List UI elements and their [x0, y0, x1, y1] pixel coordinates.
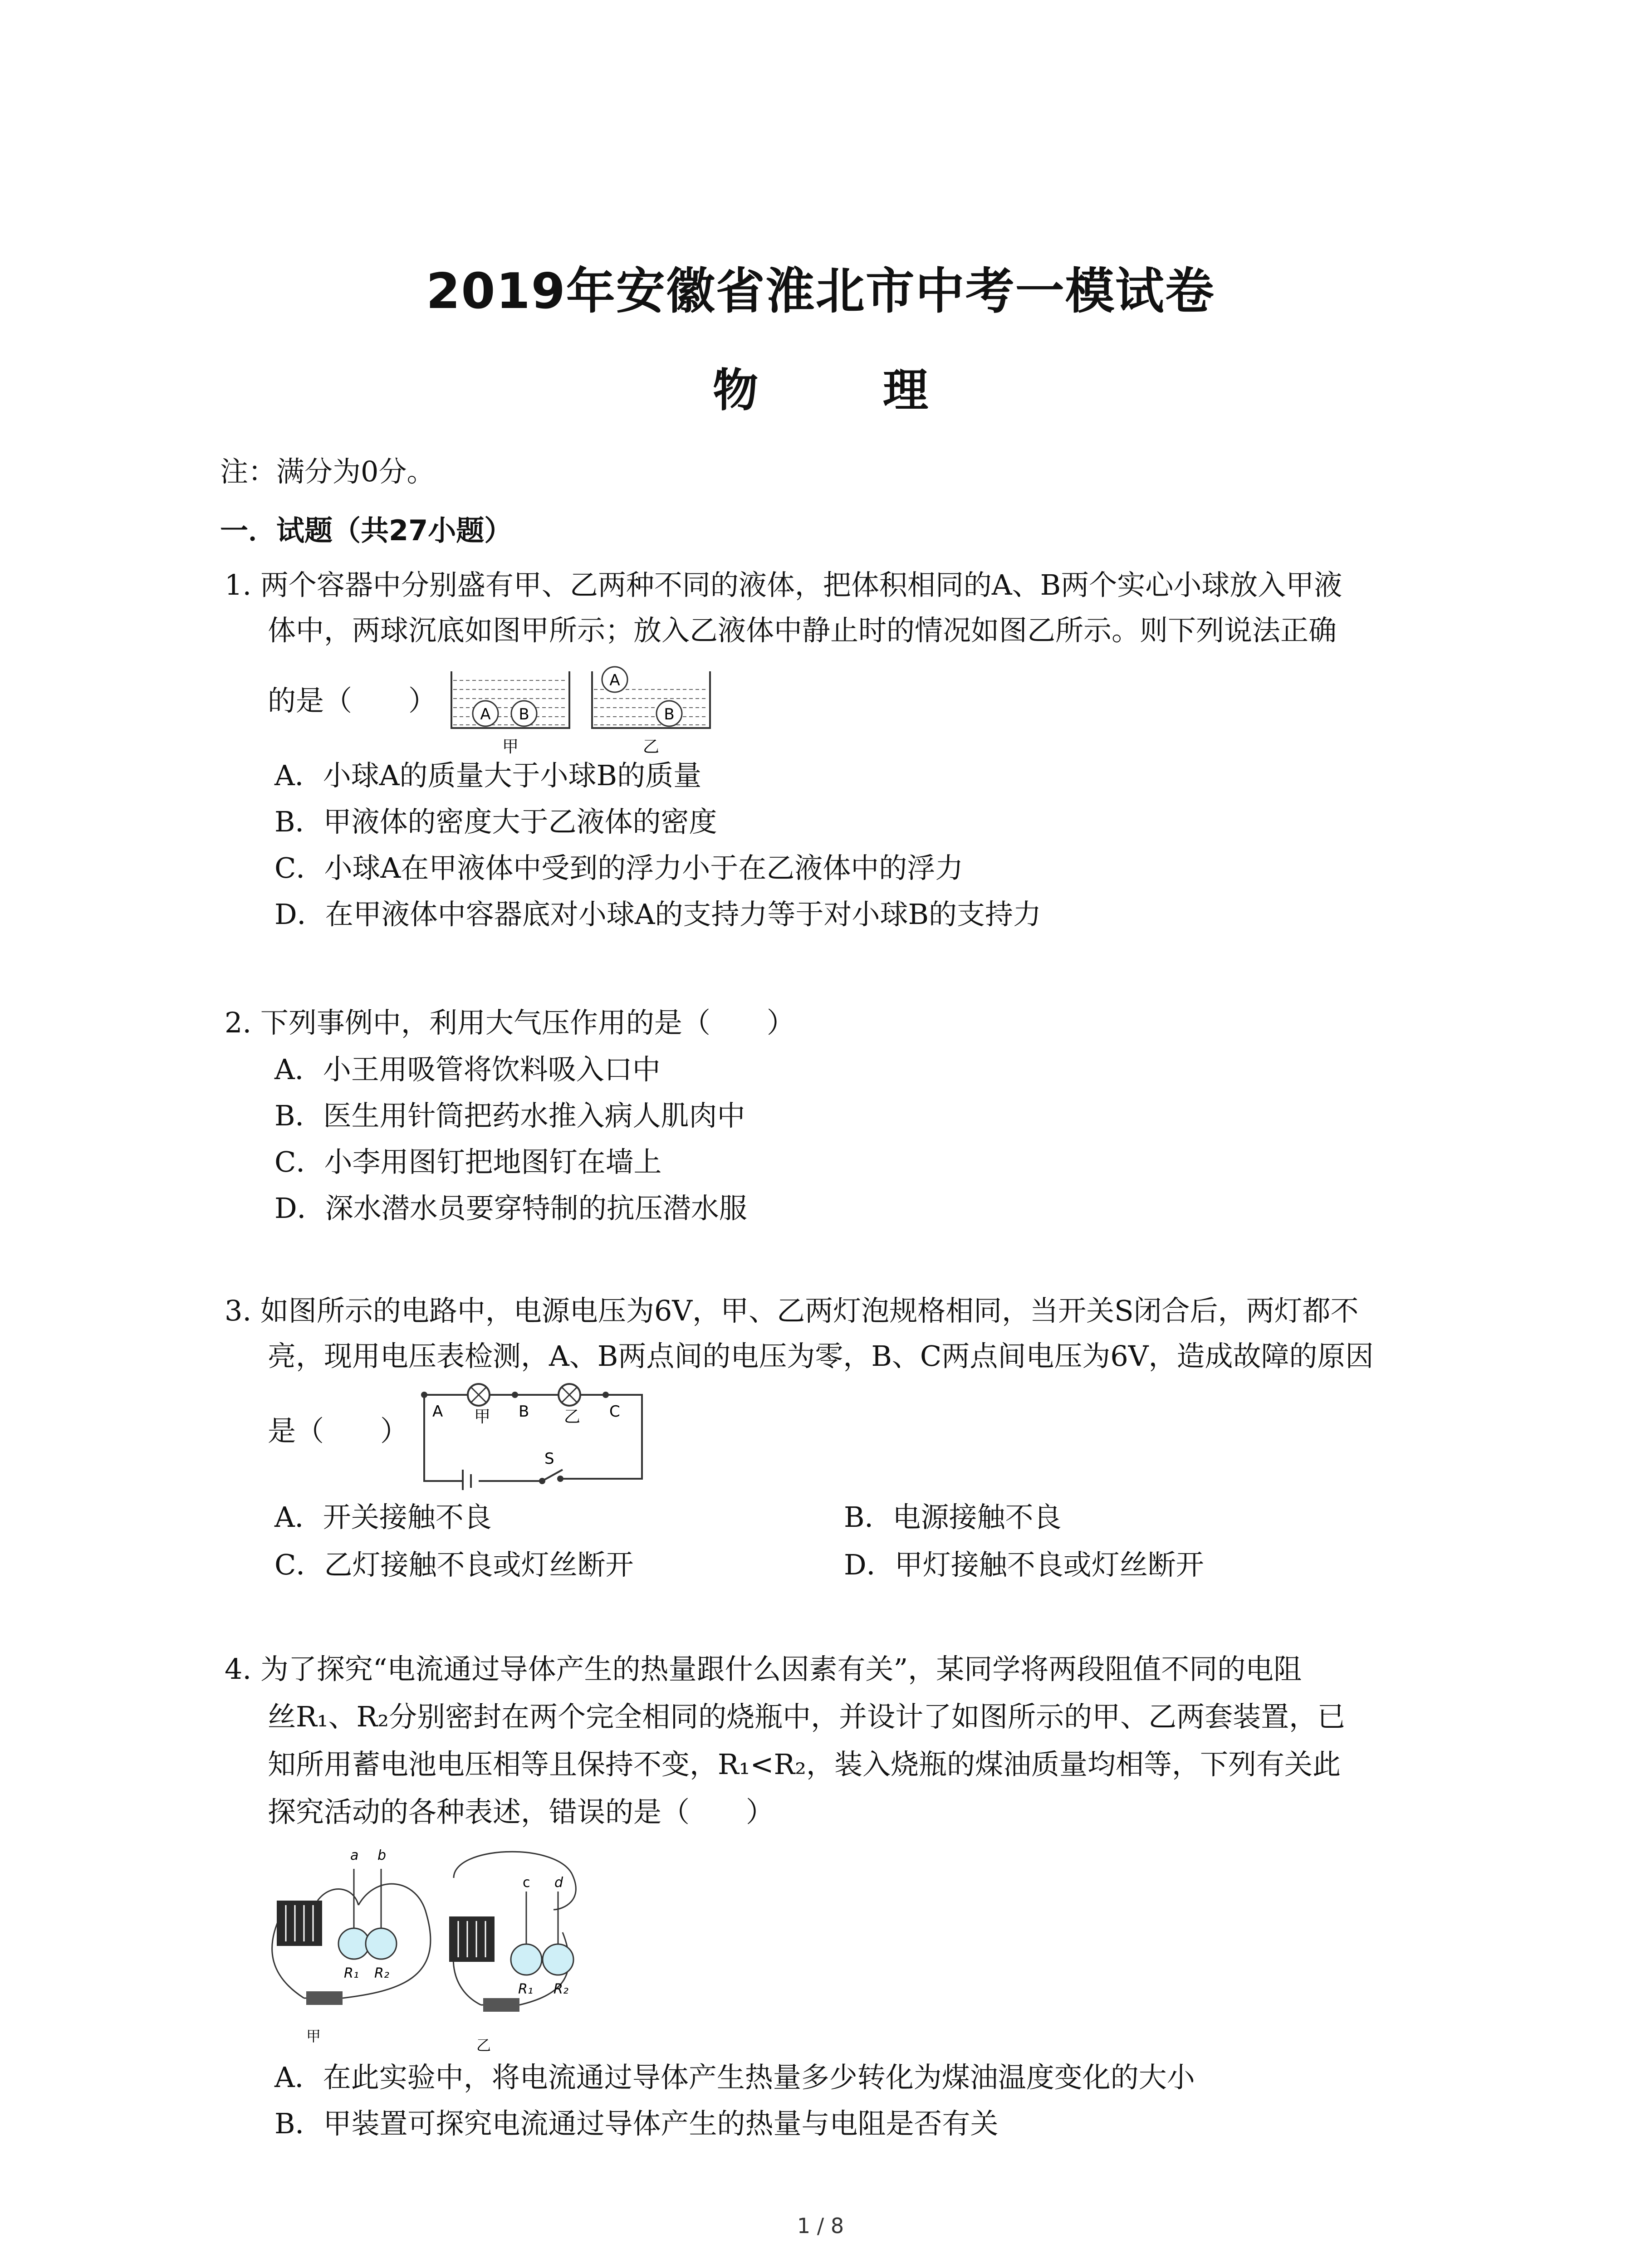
q4-option-a: A．在此实验中，将电流通过导体产生热量多少转化为煤油温度变化的大小 — [274, 2061, 1195, 2094]
q1-caption-right: 乙 — [642, 738, 660, 756]
q1-option-c: C．小球A在甲液体中受到的浮力小于在乙液体中的浮力 — [274, 851, 964, 885]
q3-switch-label: S — [544, 1450, 554, 1468]
q1-line-2: 体中，两球沉底如图甲所示；放入乙液体中静止时的情况如图乙所示。则下列说法正确 — [268, 614, 1337, 647]
q3-option-d: D．甲灯接触不良或灯丝断开 — [844, 1548, 1204, 1581]
q4-label-a: a — [350, 1848, 359, 1863]
q3-point-b: B — [519, 1403, 529, 1421]
q4-apparatus-figure — [263, 1842, 635, 2055]
q3-option-c: C．乙灯接触不良或灯丝断开 — [274, 1548, 634, 1581]
q1-caption-left: 甲 — [502, 738, 519, 756]
q1-figure — [447, 653, 724, 758]
q4-switch-left — [306, 1991, 343, 2005]
page-title: 2019年安徽省淮北市中考一模试卷 — [426, 263, 1215, 320]
q1-option-d: D．在甲液体中容器底对小球A的支持力等于对小球B的支持力 — [274, 898, 1042, 931]
q4-line-3: 知所用蓄电池电压相等且保持不变，R₁<R₂，装入烧瓶的煤油质量均相等，下列有关此 — [268, 1748, 1341, 1781]
q1-ball-a-right: A — [609, 671, 620, 689]
q4-battery-right — [449, 1916, 495, 1962]
q2-option-c: C．小李用图钉把地图钉在墙上 — [274, 1145, 662, 1178]
q4-right-r2: R₂ — [554, 1981, 568, 1997]
q3-lamp-2-label: 乙 — [564, 1408, 581, 1426]
q1-ball-b-right: B — [664, 705, 675, 723]
q3-lamp-1-label: 甲 — [474, 1408, 491, 1426]
q3-line-3: 是（ ） — [268, 1414, 409, 1447]
q4-label-d: d — [554, 1875, 563, 1891]
q4-line-4: 探究活动的各种表述，错误的是（ ） — [268, 1795, 774, 1828]
q3-point-c: C — [609, 1403, 620, 1421]
q4-label-b: b — [377, 1848, 387, 1863]
q2-option-b: B．医生用针筒把药水推入病人肌肉中 — [274, 1099, 745, 1132]
q4-left-r2: R₂ — [374, 1965, 389, 1981]
q4-right-r1: R₁ — [518, 1981, 533, 1997]
q3-option-b: B．电源接触不良 — [844, 1501, 1062, 1534]
q2-option-d: D．深水潜水员要穿特制的抗压潜水服 — [274, 1192, 747, 1225]
q4-label-c: c — [523, 1875, 530, 1891]
q1-option-b: B．甲液体的密度大于乙液体的密度 — [274, 805, 717, 838]
q3-option-a: A．开关接触不良 — [274, 1501, 492, 1534]
q1-line-1: 1. 两个容器中分别盛有甲、乙两种不同的液体，把体积相同的A、B两个实心小球放入甲液 — [225, 568, 1342, 601]
subject-title: 物 理 — [713, 364, 983, 417]
q3-line-1: 3. 如图所示的电路中，电源电压为6V，甲、乙两灯泡规格相同，当开关S闭合后，两灯都不 — [225, 1294, 1359, 1327]
q1-ball-b-left: B — [519, 705, 529, 723]
q4-left-r1: R₁ — [344, 1965, 359, 1981]
q4-option-b: B．甲装置可探究电流通过导体产生的热量与电阻是否有关 — [274, 2107, 999, 2140]
q1-line-3: 的是（ ） — [268, 684, 437, 717]
page-number: 1 / 8 — [797, 2214, 844, 2238]
q3-circuit-figure — [420, 1377, 647, 1490]
q4-line-2: 丝R₁、R₂分别密封在两个完全相同的烧瓶中，并设计了如图所示的甲、乙两套装置，已 — [268, 1700, 1346, 1733]
q4-battery-left — [277, 1901, 322, 1946]
q4-caption-left: 甲 — [306, 2028, 321, 2045]
q4-switch-right — [483, 1998, 519, 2012]
section-heading: 一．试题（共27小题） — [220, 514, 513, 547]
q3-line-2: 亮，现用电压表检测，A、B两点间的电压为零，B、C两点间电压为6V，造成故障的原因 — [268, 1339, 1374, 1373]
q2-line-1: 2. 下列事例中，利用大气压作用的是（ ） — [225, 1006, 795, 1039]
q1-option-a: A．小球A的质量大于小球B的质量 — [274, 759, 702, 792]
q4-caption-right: 乙 — [476, 2037, 491, 2054]
score-note: 注：满分为0分。 — [220, 455, 435, 488]
q4-line-1: 4. 为了探究“电流通过导体产生的热量跟什么因素有关”，某同学将两段阻值不同的电阻 — [225, 1652, 1302, 1686]
q3-point-a: A — [432, 1403, 443, 1421]
q2-option-a: A．小王用吸管将饮料吸入口中 — [274, 1053, 661, 1086]
q1-ball-a-left: A — [480, 705, 491, 723]
